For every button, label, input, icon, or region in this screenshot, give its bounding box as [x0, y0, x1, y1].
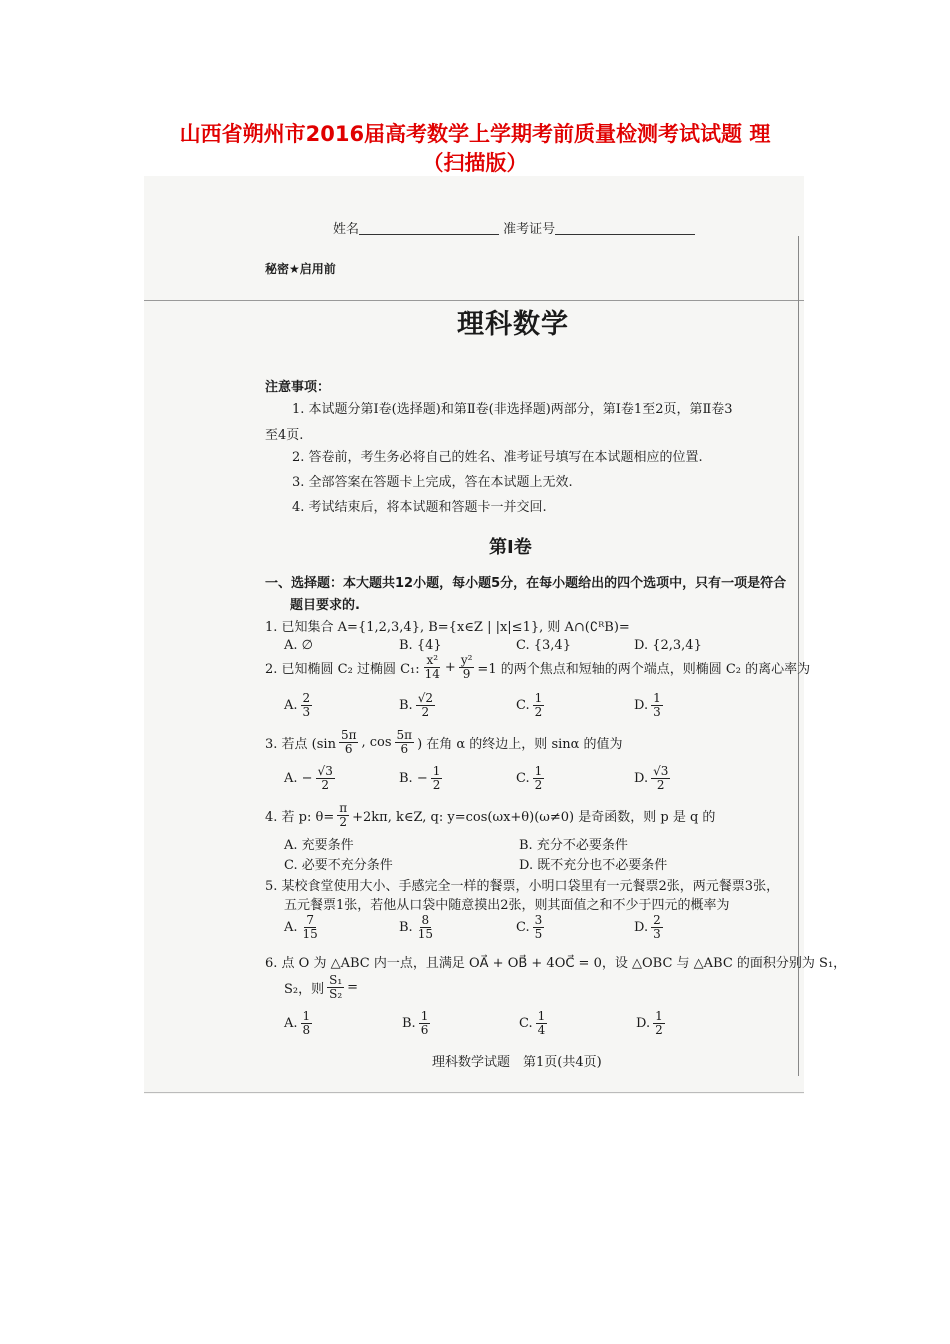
fraction-denominator: 15 — [417, 927, 433, 941]
fraction-denominator: 6 — [400, 742, 409, 756]
q2-option-c — [516, 692, 544, 719]
q6-option-d — [636, 1010, 665, 1037]
q4-fraction — [337, 802, 349, 829]
fraction-numerator: y² — [460, 653, 473, 667]
fraction-numerator: 1 — [432, 764, 441, 778]
option-letter: D. — [634, 920, 649, 935]
q2-fraction-y — [459, 654, 475, 681]
notice-heading: 注意事项： — [265, 380, 331, 395]
page-footer: 理科数学试题 第1页(共4页) — [432, 1055, 602, 1070]
q5-option-a — [284, 914, 320, 941]
scanned-page — [144, 176, 847, 1094]
option-fraction — [653, 1010, 665, 1037]
fraction-numerator: 2 — [653, 913, 661, 927]
option-fraction — [301, 914, 320, 941]
notice-item-3: 3. 全部答案在答题卡上完成，答在本试题上无效. — [292, 475, 573, 490]
id-label: 准考证号 — [503, 222, 556, 237]
fraction-numerator: 1 — [420, 1009, 429, 1023]
fraction-denominator: 2 — [534, 705, 543, 719]
q3-option-a — [284, 765, 335, 792]
q5-stem-cont: 五元餐票1张，若他从口袋中随意摸出2张，则其面值之和不少于四元的概率为 — [284, 898, 730, 913]
option-letter: B. — [402, 1016, 416, 1031]
q6-stem-start: S₂，则 — [284, 982, 325, 997]
document-title — [0, 120, 950, 178]
fraction-denominator: 15 — [302, 927, 318, 941]
option-fraction — [416, 914, 435, 941]
option-letter: C. — [516, 771, 530, 786]
option-fraction — [533, 765, 545, 792]
fraction-numerator: 2 — [302, 691, 311, 705]
q4-stem-end: +2kπ, k∈Z, q: y=cos(ωx+θ)(ω≠0) 是奇函数，则 p 是 q 的 — [352, 810, 716, 825]
plus-sign: + — [444, 660, 456, 675]
q1-stem: 1. 已知集合 A={1,2,3,4}, B={x∈Z | |x|≤1}, 则 A∩(∁ᴿB)= — [265, 620, 630, 635]
option-letter: A. − — [284, 771, 313, 786]
fraction-numerator: 1 — [655, 1009, 663, 1023]
header-rule — [144, 300, 804, 301]
q4-stem-start: 4. 若 p: θ= — [265, 810, 335, 825]
q4-stem — [265, 802, 715, 829]
title-line-2: （扫描版） — [422, 151, 528, 175]
notice-item-4: 4. 考试结束后，将本试题和答题卡一并交回. — [292, 500, 547, 515]
option-fraction — [651, 765, 670, 792]
subject-title: 理科数学 — [457, 309, 569, 340]
q2-option-d — [634, 692, 663, 719]
fraction-denominator: 14 — [424, 667, 440, 681]
option-letter: B. — [399, 698, 413, 713]
fraction-numerator: 1 — [302, 1009, 311, 1023]
q3-stem — [265, 729, 623, 756]
q4-option-d: D. 既不充分也不必要条件 — [519, 858, 668, 873]
fraction-numerator: √3 — [653, 764, 669, 778]
q4-option-b: B. 充分不必要条件 — [519, 838, 628, 853]
option-letter: C. — [516, 698, 530, 713]
option-fraction — [301, 1010, 313, 1037]
option-fraction — [416, 692, 435, 719]
q3-stem-end: ) 在角 α 的终边上，则 sinα 的值为 — [417, 737, 623, 752]
fraction-denominator: 2 — [534, 778, 543, 792]
q2-option-a — [284, 692, 312, 719]
option-fraction — [419, 1010, 431, 1037]
q6-option-c — [519, 1010, 547, 1037]
fraction-numerator: 8 — [421, 913, 430, 927]
fraction-denominator: 2 — [432, 778, 441, 792]
option-letter: D. — [636, 1016, 651, 1031]
volume-heading: 第Ⅰ卷 — [489, 537, 532, 558]
fraction-numerator: π — [339, 801, 348, 815]
fraction-denominator: 6 — [344, 742, 353, 756]
q3-fraction-sin — [339, 729, 359, 756]
q3-stem-start: 3. 若点 (sin — [265, 737, 336, 752]
fraction-numerator: 1 — [537, 1009, 546, 1023]
fraction-denominator: 2 — [421, 705, 430, 719]
fraction-denominator: 2 — [321, 778, 329, 792]
fraction-numerator: 1 — [534, 691, 543, 705]
option-letter: A. — [284, 698, 298, 713]
fraction-numerator: 5π — [396, 728, 413, 742]
q1-option-d: D. {2,3,4} — [634, 638, 702, 653]
name-label: 姓名 — [333, 222, 360, 237]
q2-option-b — [399, 692, 435, 719]
option-letter: D. — [634, 771, 649, 786]
option-letter: B. − — [399, 771, 428, 786]
option-fraction — [533, 692, 545, 719]
q5-option-d — [634, 914, 663, 941]
q5-option-c — [516, 914, 544, 941]
q1-option-a: A. ∅ — [284, 638, 313, 653]
title-line-1: 山西省朔州市2016届高考数学上学期考前质量检测考试试题 理 — [179, 122, 771, 146]
fraction-denominator: 3 — [653, 927, 661, 941]
q1-option-b: B. {4} — [399, 638, 442, 653]
fraction-denominator: 6 — [420, 1023, 429, 1037]
name-field — [333, 218, 695, 237]
notice-item-2: 2. 答卷前，考生务必将自己的姓名、准考证号填写在本试题相应的位置. — [292, 450, 703, 465]
q2-stem-end: =1 的两个焦点和短轴的两个端点，则椭圆 C₂ 的离心率为 — [477, 662, 811, 677]
notice-item-1-cont: 至4页. — [265, 428, 304, 443]
q6-option-b — [402, 1010, 430, 1037]
q3-option-d — [634, 765, 670, 792]
q2-stem — [265, 654, 810, 681]
q6-stem-cont — [284, 974, 358, 1001]
option-letter: B. — [399, 920, 413, 935]
fraction-numerator: 3 — [534, 913, 543, 927]
option-letter: C. — [519, 1016, 533, 1031]
equals-sign: = — [347, 980, 359, 995]
fraction-numerator: x² — [426, 653, 439, 667]
fraction-numerator: S₁ — [329, 973, 343, 987]
option-fraction — [301, 692, 313, 719]
name-blank — [359, 222, 499, 235]
fraction-denominator: 4 — [537, 1023, 546, 1037]
footer-rule — [144, 1092, 804, 1093]
q4-option-c: C. 必要不充分条件 — [284, 858, 393, 873]
option-letter: A. — [284, 1016, 298, 1031]
fraction-denominator: 9 — [462, 667, 471, 681]
q3-option-c — [516, 765, 544, 792]
fraction-numerator: 5π — [340, 728, 357, 742]
q2-fraction-x — [423, 654, 442, 681]
option-fraction — [651, 692, 663, 719]
q5-option-b — [399, 914, 435, 941]
q1-option-c: C. {3,4} — [516, 638, 571, 653]
fraction-denominator: 3 — [302, 705, 311, 719]
q5-stem: 5. 某校食堂使用大小、手感完全一样的餐票，小明口袋里有一元餐票2张，两元餐票3张， — [265, 879, 780, 894]
fraction-denominator: 5 — [534, 927, 543, 941]
fraction-numerator: 1 — [534, 764, 543, 778]
option-fraction — [533, 914, 545, 941]
fraction-denominator: 3 — [653, 705, 661, 719]
fraction-denominator: 2 — [656, 778, 665, 792]
q3-stem-mid: , cos — [361, 735, 392, 750]
section-heading-cont: 题目要求的. — [290, 598, 360, 613]
option-fraction — [431, 765, 443, 792]
section-heading: 一、选择题：本大题共12小题，每小题5分，在每小题给出的四个选项中，只有一项是符合 — [265, 576, 787, 591]
option-letter: A. — [284, 920, 298, 935]
fraction-denominator: 8 — [302, 1023, 311, 1037]
fraction-denominator: 2 — [655, 1023, 663, 1037]
q3-option-b — [399, 765, 442, 792]
id-blank — [555, 222, 695, 235]
q6-fraction — [327, 974, 344, 1001]
fraction-denominator: 2 — [339, 815, 347, 829]
secret-label: 秘密★启用前 — [265, 262, 336, 276]
option-letter: D. — [634, 698, 649, 713]
option-fraction — [536, 1010, 548, 1037]
fraction-numerator: 1 — [653, 691, 661, 705]
fraction-numerator: √2 — [417, 691, 433, 705]
fraction-numerator: √3 — [317, 764, 333, 778]
option-fraction — [651, 914, 663, 941]
fraction-numerator: 7 — [306, 913, 314, 927]
option-letter: C. — [516, 920, 530, 935]
q2-stem-start: 2. 已知椭圆 C₂ 过椭圆 C₁: — [265, 662, 420, 677]
option-fraction — [316, 765, 335, 792]
q6-stem: 6. 点 O 为 △ABC 内一点，且满足 OA⃗ + OB⃗ + 4OC⃗ = 0，设 △OBC 与 △ABC 的面积分别为 S₁， — [265, 956, 847, 971]
notice-item-1: 1. 本试题分第Ⅰ卷(选择题)和第Ⅱ卷(非选择题)两部分，第Ⅰ卷1至2页，第Ⅱ卷3 — [292, 402, 733, 417]
q6-option-a — [284, 1010, 312, 1037]
q3-fraction-cos — [395, 729, 415, 756]
q4-option-a: A. 充要条件 — [284, 838, 354, 853]
fraction-denominator: S₂ — [329, 987, 343, 1001]
